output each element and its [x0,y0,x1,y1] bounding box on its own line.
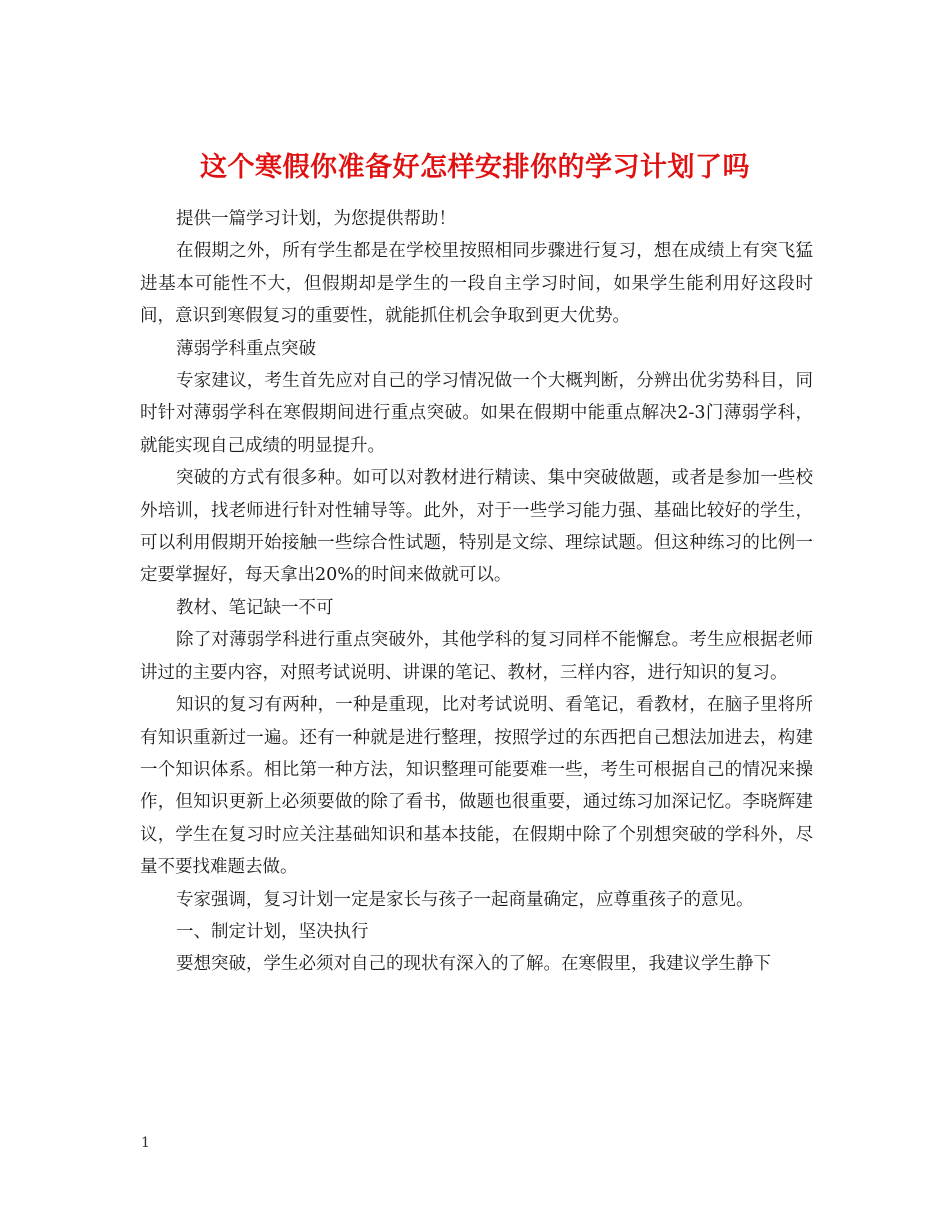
paragraph: 除了对薄弱学科进行重点突破外，其他学科的复习同样不能懈怠。考生应根据老师讲过的主要内容，对照考试说明、讲课的笔记、教材，三样内容，进行知识的复习。 [140,630,813,683]
paragraph: 在假期之外，所有学生都是在学校里按照相同步骤进行复习，想在成绩上有突飞猛进基本可能性不大，但假期却是学生的一段自主学习时间，如果学生能利用好这段时间，意识到寒假复习的重要性，就能抓住机会争取到更大优势。 [140,241,813,327]
paragraph: 知识的复习有两种，一种是重现，比对考试说明、看笔记，看教材，在脑子里将所有知识重新过一遍。还有一种就是进行整理，按照学过的东西把自己想法加进去，构建一个知识体系。相比第一种方法，知识整理可能要难一些，考生可根据自己的情况来操作，但知识更新上必须要做的除了看书，做题也很重要，通过练习加深记忆。李晓辉建议，学生在复习时应关注基础知识和基本技能，在假期中除了个别想突破的学科外，尽量不要找难题去做。 [140,695,813,878]
section-heading: 薄弱学科重点突破 [176,338,316,359]
section-heading: 一、制定计划，坚决执行 [176,921,369,942]
document-title: 这个寒假你准备好怎样安排你的学习计划了吗 [200,152,750,184]
page-number: 1 [141,1135,150,1151]
paragraph-intro: 提供一篇学习计划，为您提供帮助！ [176,209,456,229]
section-heading: 教材、笔记缺一不可 [176,597,334,618]
document-body [140,203,813,981]
paragraph: 专家强调，复习计划一定是家长与孩子一起商量确定，应尊重孩子的意见。 [176,889,754,910]
paragraph: 要想突破，学生必须对自己的现状有深入的了解。在寒假里，我建议学生静下 [176,954,771,975]
paragraph: 专家建议，考生首先应对自己的学习情况做一个大概判断，分辨出优劣势科目，同时针对薄弱学科在寒假期间进行重点突破。如果在假期中能重点解决2-3门薄弱学科，就能实现自己成绩的明显提升。 [140,371,813,456]
paragraph: 突破的方式有很多种。如可以对教材进行精读、集中突破做题，或者是参加一些校外培训，找老师进行针对性辅导等。此外，对于一些学习能力强、基础比较好的学生，可以利用假期开始接触一些综合性试题，特别是文综、理综试题。但这种练习的比例一定要掌握好，每天拿出20%的时间来做就可以。 [140,468,813,586]
